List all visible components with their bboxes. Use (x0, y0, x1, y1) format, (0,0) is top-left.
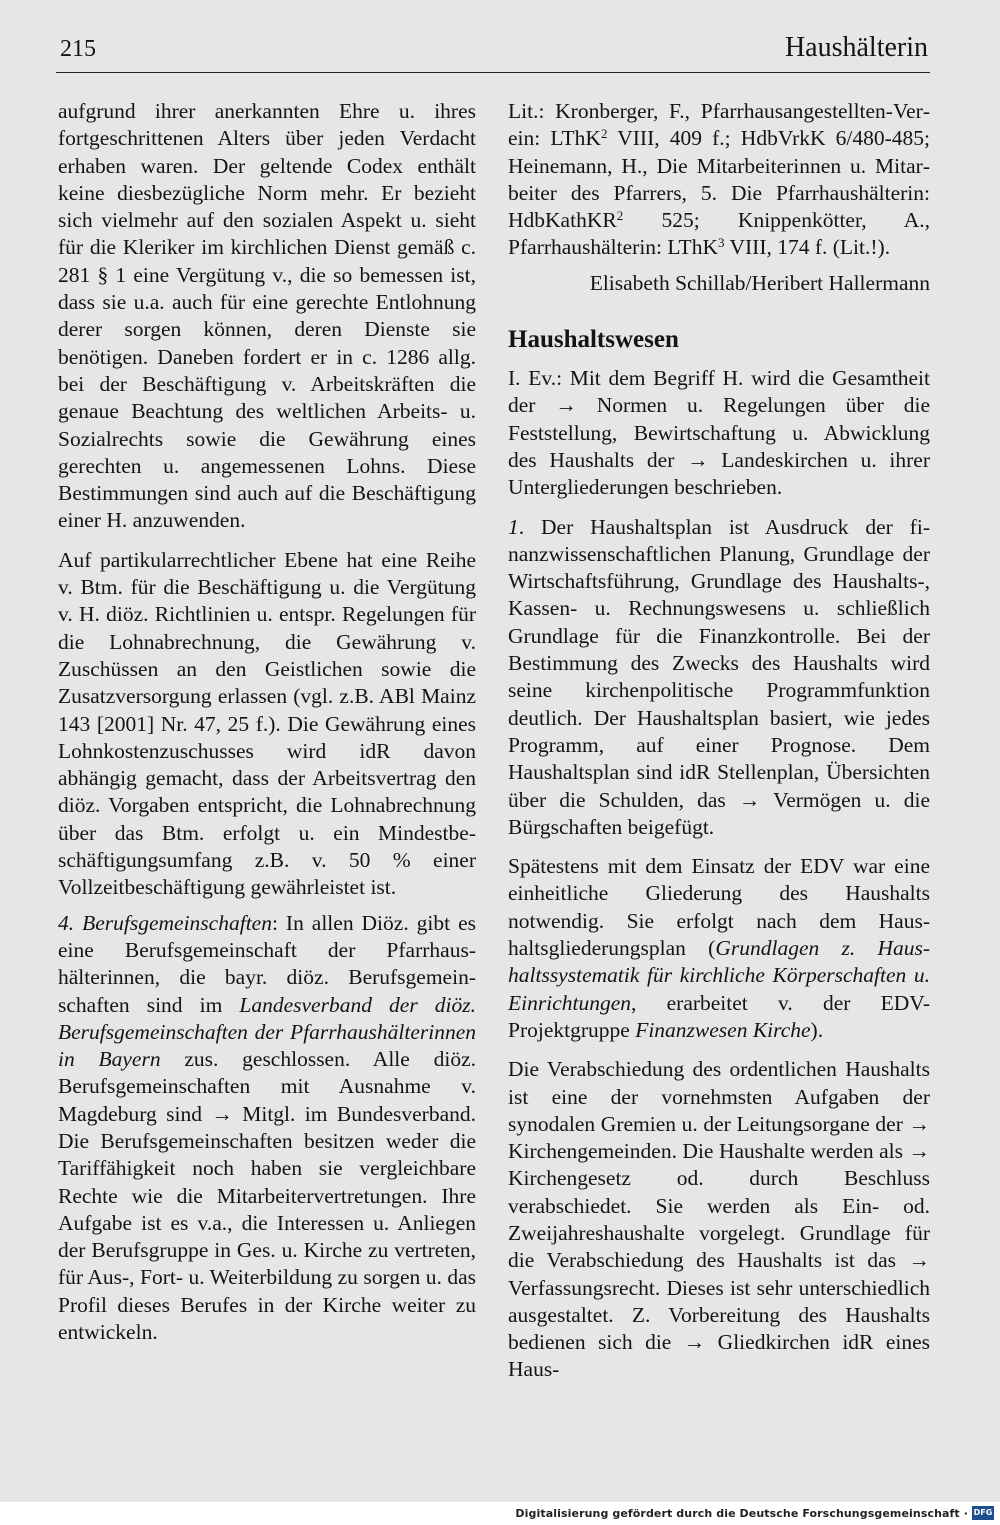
article-heading: Haushaltswesen (508, 326, 679, 354)
paragraph: Die Verabschiedung des ordentlichen Haushalts ist eine der vornehmsten Aufgaben der synodalen Gremien u. der Leitungsorgane der → Kirchengemeinden. Die Haushalte werden als → Kirchengesetz od. durch Beschluss verabschiedet. Sie werden als Ein- od. Zweijahreshaushalte vorgelegt. Grundlage für die Verabschiedung des Haushalts ist das → Verfassungsrecht. Dieses ist sehr unterschiedlich ausgestaltet. Z. Vorbereitung des Haushalts bedienen sich die → Gliedkirchen idR eines Haus- (508, 1057, 930, 1382)
right-column (508, 98, 930, 1396)
funding-notice: Digitalisierung gefördert durch die Deutsche Forschungsgemeinschaft · (515, 1507, 968, 1520)
paragraph: Auf partikularrechtlicher Ebene hat eine Reihe v. Btm. für die Beschäftigung u. die Vergütung v. H. diöz. Richtlinien u. entspr. Regelungen für die Lohnabrechnung, die Gewährung v. Zuschüssen an den Geistlichen sowie die Zusatzversorgung erlassen (vgl. z.B. ABl Mainz 143 [2001] Nr. 47, 25 f.). Die Gewährung eines Lohnkostenzuschusses wird idR davon abhängig gemacht, dass der Arbeitsvertrag den diöz. Vorgaben entspricht, die Lohnabrechnung über das Btm. erfolgt u. ein Mindestbeschäftigungsumfang z.B. v. 50 % einer Vollzeitbeschäftigung gewährleistet ist. (58, 547, 476, 900)
paragraph: I. Ev.: Mit dem Begriff H. wird die Gesamtheit der → Normen u. Regelungen über die Feststellung, Bewirtschaftung u. Abwicklung des Haushalts der → Landeskirchen u. ihrer Untergliederungen beschrieben. (508, 366, 930, 500)
section-label: 4. Berufsgemeinschaften (58, 910, 272, 935)
header-rule (56, 72, 930, 73)
paragraph: 1. Der Haushaltsplan ist Ausdruck der finanzwissenschaftlichen Planung, Grundlage der Wirtschaftsführung, Grundlage des Haushalts-, Kassen- u. Rechnungswesens u. schließlich Grundlage für die Finanzkontrolle. Bei der Bestimmung des Zwecks des Haushalts wird seine kirchenpolitische Programmfunktion deutlich. Der Haushaltsplan basiert, wie jedes Programm, auf einer Prognose. Dem Haushaltsplan sind idR Stellenplan, Übersichten über die Schulden, das → Vermögen u. die Bürgschaften beigefügt. (508, 514, 930, 839)
literature-list: Lit.: Kronberger, F., Pfarrhausangestellten-Verein: LThK$^2$ VIII, 409 f.; HdbVrkK 6/480-485; Heinemann, H., Die Mitarbeiterinnen u. Mitarbeiter des Pfarrers, 5. Die Pfarrhaushälterin: HdbKathKR$^2$ 525; Knippenkötter, A., Pfarrhaushälterin: LThK$^3$ VIII, 174 f. (Lit.!). (508, 99, 931, 260)
running-head: Haushälterin (784, 32, 928, 63)
digitization-footer (0, 1502, 1000, 1525)
author-signature: Elisabeth Schillab/Heribert Hallermann (589, 270, 930, 295)
section-label: 1 (508, 514, 519, 539)
dfg-logo-icon: DFG (972, 1506, 994, 1520)
paragraph: Spätestens mit dem Einsatz der EDV war eine einheitliche Gliederung des Haushalts notwendig. Sie erfolgt nach dem Haushaltsgliederungsplan (Grundlagen z. Haushaltssystematik für kirchliche Körperschaften u. Einrichtungen, erarbeitet v. der EDV-Projektgruppe Finanzwesen Kirche). (508, 854, 931, 1042)
paragraph: 4. Berufsgemeinschaften: In allen Diöz. gibt es eine Berufsgemeinschaft der Pfarrhaushälterinnen, die bayr. diöz. Berufsgemeinschaften sind im Landesverband der diöz. Berufsgemeinschaften der Pfarrhaushälterinnen in Bayern zus. geschlossen. Alle diöz. Berufsgemeinschaften mit Ausnahme v. Magdeburg sind → Mitgl. im Bundesverband. Die Berufsgemeinschaften besitzen weder die Tariffähigkeit noch haben sie vergleichbare Rechte wie die Mitarbeitervertretungen. Ihre Aufgabe ist es v.a., die Interessen u. Anliegen der Berufsgruppe in Ges. u. Kirche zu vertreten, für Aus-, Fort- u. Weiterbildung zu sorgen u. das Profil dieses Berufes in der Kirche weiter zu entwickeln. (58, 910, 476, 1345)
page-number: 215 (60, 36, 96, 62)
paragraph: aufgrund ihrer anerkannten Ehre u. ihres fortgeschrittenen Alters über jeden Verdacht erhaben waren. Der geltende Codex enthält keine diesbezügliche Norm mehr. Er bezieht sich vielmehr auf den sozialen Aspekt u. sieht für die Kleriker im kirchlichen Dienst gemäß c. 281 § 1 eine Vergütung v., die so bemessen ist, dass sie u.a. auch für eine gerechte Entlohnung derer sorgen können, deren Dienste sie benötigen. Daneben fordert er in c. 1286 allg. bei der Beschäftigung v. Arbeitskräften die genaue Beachtung des weltlichen Arbeits- u. Sozialrechts sowie die Gewährung eines gerechten u. angemessenen Lohns. Diese Bestimmungen sind auch auf die Beschäftigung einer H. anzuwenden. (58, 99, 476, 533)
left-column (58, 98, 476, 1358)
